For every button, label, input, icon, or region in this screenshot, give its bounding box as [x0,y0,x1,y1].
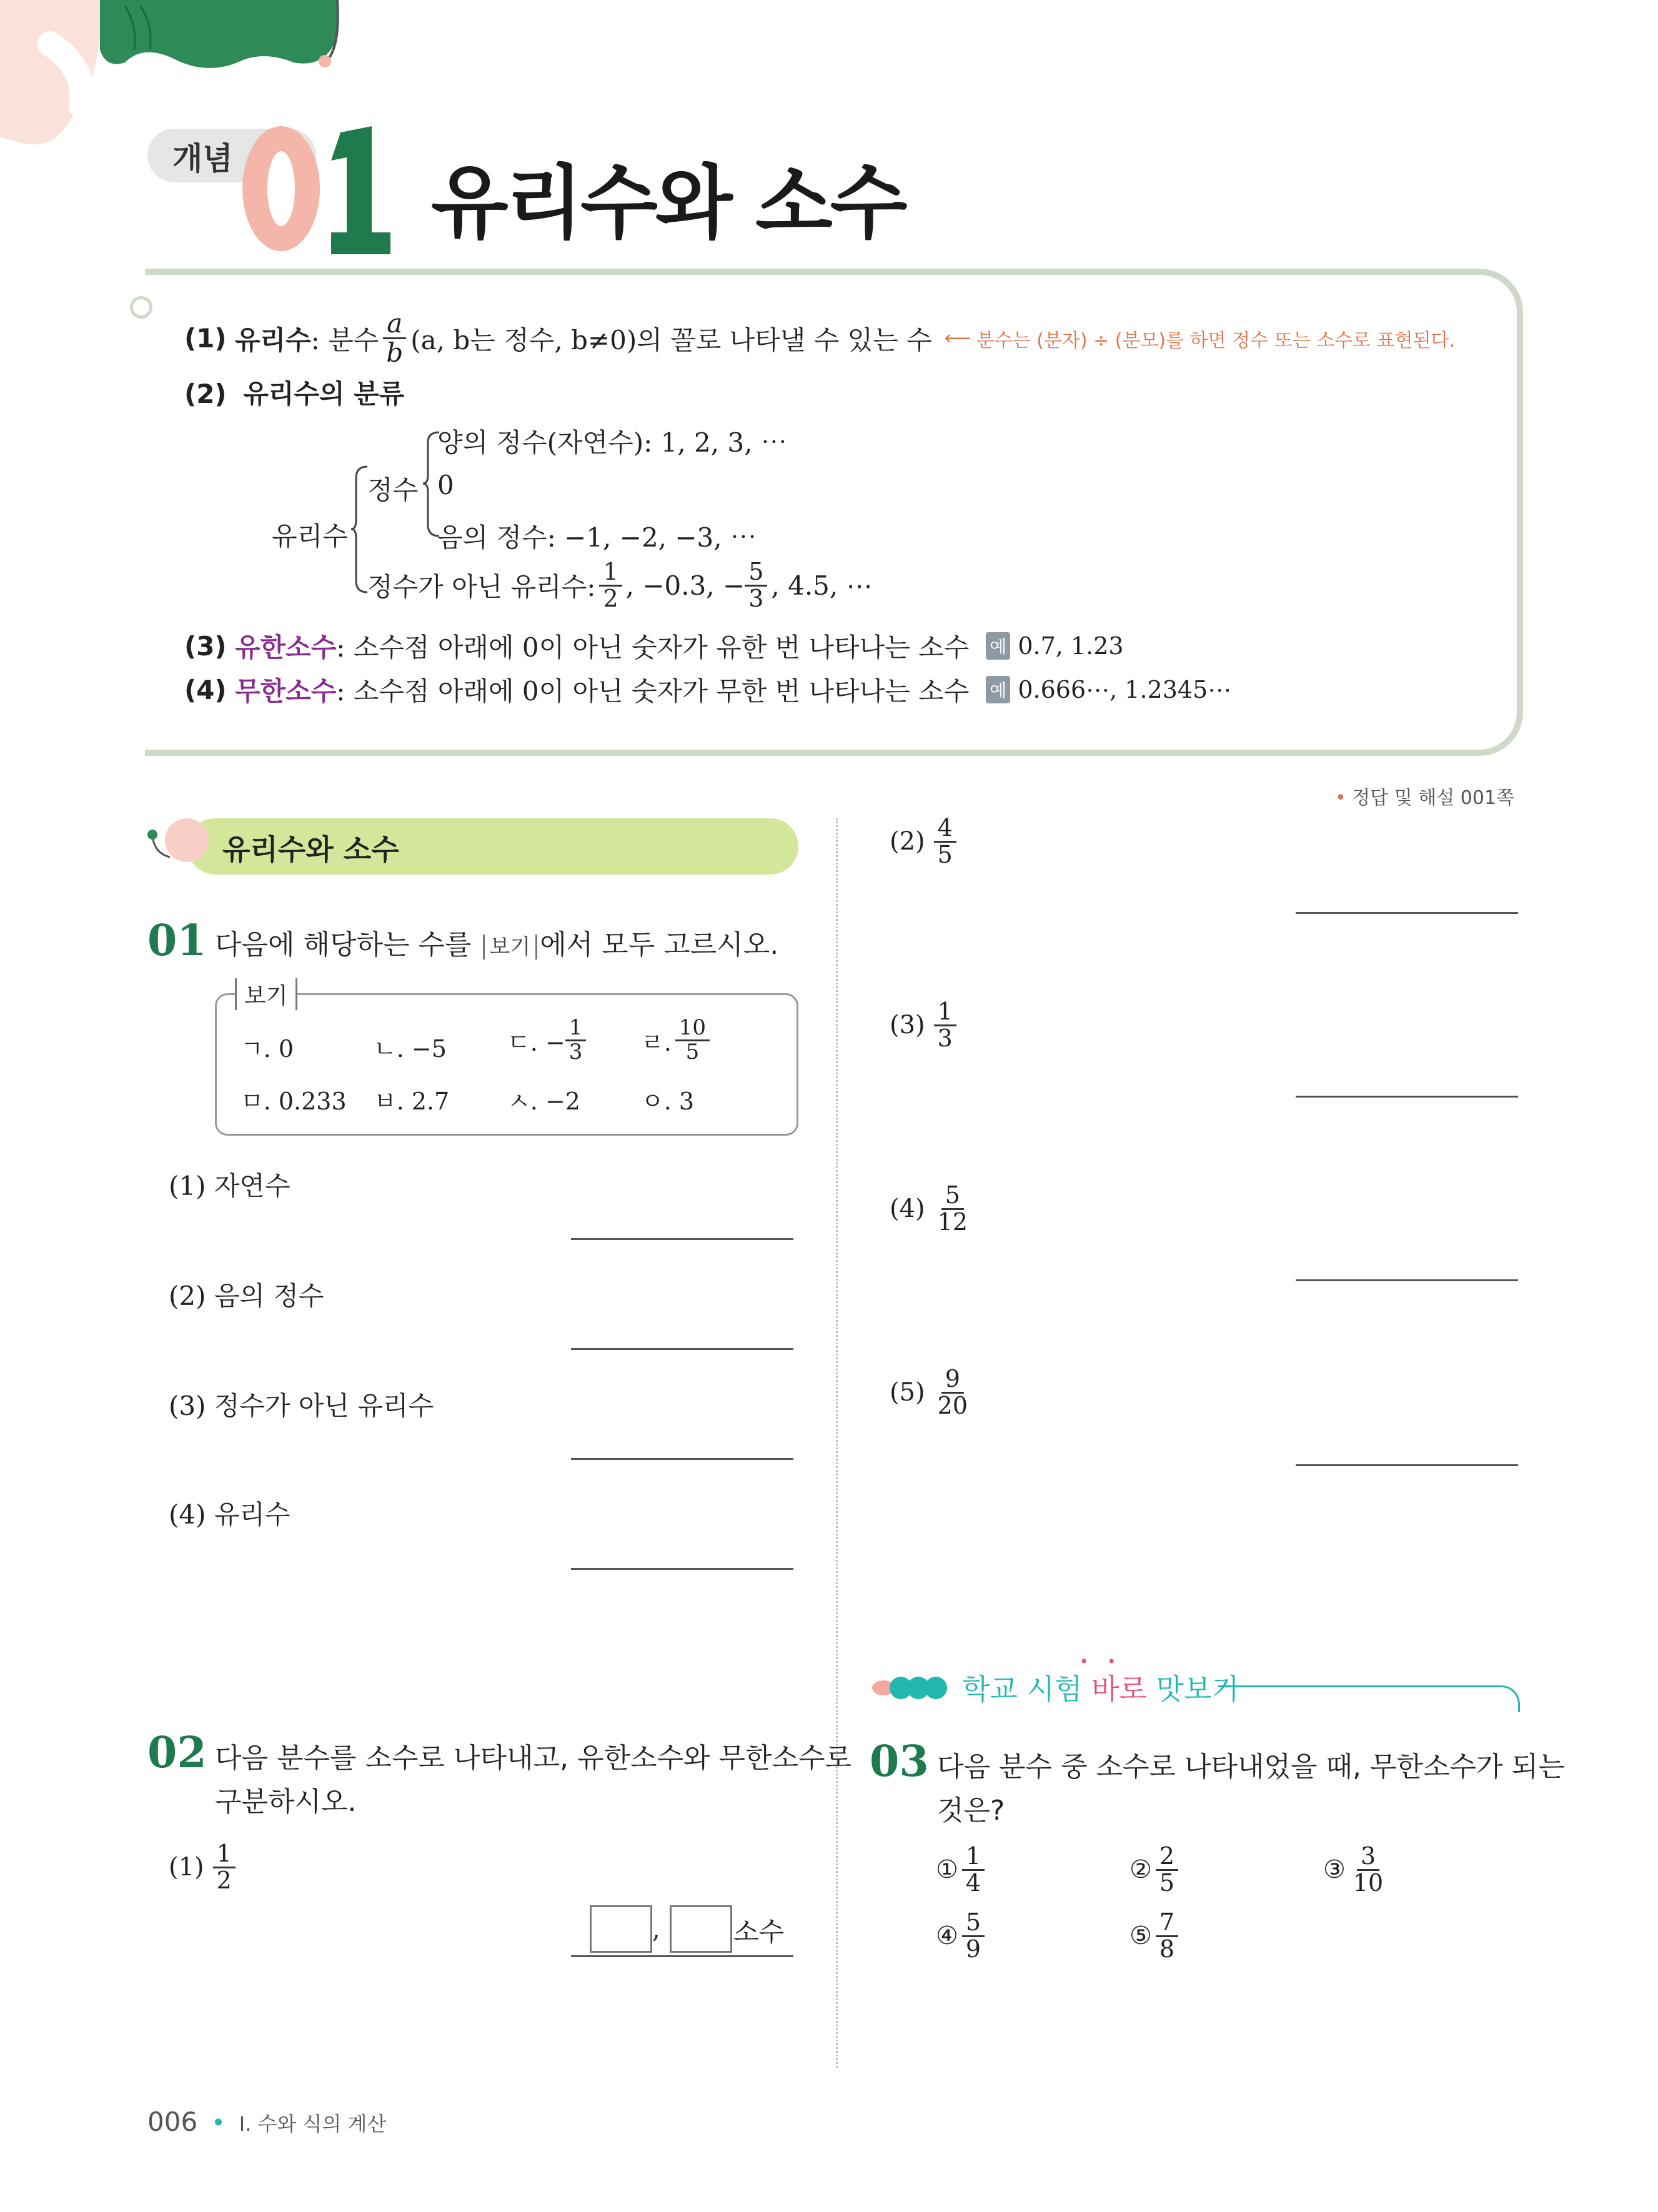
item-number: (1) [184,323,227,354]
exam-banner-curve [1497,1685,1520,1712]
question-02-text-line2: 구분하시오. [215,1786,357,1818]
class-negative: 음의 정수: −1, −2, −3, ⋯ [437,522,757,553]
q02-item-4: (4) $\frac{5}{12}$ [890,1181,968,1236]
concept-number [237,120,400,264]
bogi-e: ㅁ. 0.233 [241,1088,347,1115]
concept-box-dot [130,296,152,319]
page-title: 유리수와 소수 [431,157,905,250]
question-number-02: 02 [147,1728,207,1778]
question-03-text-line1: 다음 분수 중 소수로 나타내었을 때, 무한소수가 되는 [937,1751,1565,1783]
q02-item-1: (1) $\frac{1}{2}$ [169,1842,239,1893]
choice-3[interactable]: ③ $\frac{3}{10}$ [1323,1842,1384,1897]
class-non-integer: 정수가 아닌 유리수: $\frac{1}{2}$ , −0.3, − $\frac{5}{3}$ , 4.5, ⋯ [367,558,873,612]
bogi-a: ㄱ. 0 [241,1035,294,1063]
answer-line[interactable] [571,1238,793,1240]
example-badge: 예 [986,632,1010,660]
concept-item-infinite: (4) 무한소수 : 소수점 아래에 0이 아닌 숫자가 무한 번 나타나는 소수 예 0.666⋯, 1.2345⋯ [184,674,1232,707]
question-02-text-line1: 다음 분수를 소수로 나타내고, 유한소수와 무한소수로 [215,1742,852,1774]
exam-banner-line [1218,1685,1499,1687]
q02-item-2: (2) $\frac{4}{5}$ [890,816,960,868]
page-number: 006 [147,2106,198,2137]
concept-item-classification: (2) 유리수의 분류 [184,379,405,409]
question-03-text-line2: 것은? [937,1795,1005,1827]
answer-box[interactable] [670,1905,732,1953]
q01-sub-2: (2) 음의 정수 [169,1281,324,1311]
decimal-suffix: 소수 [733,1917,785,1947]
choice-4[interactable]: ④ $\frac{5}{9}$ [936,1910,988,1962]
choice-1[interactable]: ① $\frac{1}{4}$ [936,1844,988,1896]
chapter-title: Ⅰ. 수와 식의 계산 [239,2112,387,2136]
bogi-h: ㅇ. 3 [641,1088,695,1115]
q02-item-3: (3) $\frac{1}{3}$ [890,999,960,1051]
brace-outer [350,465,369,593]
bogi-c: ㄷ. − $\frac{1}{3}$ [507,1017,590,1063]
concept-item-rational [184,310,1455,367]
question-number-01: 01 [147,916,207,966]
answer-line[interactable] [571,1955,793,1957]
fraction-a-over-b: $\frac{a}{b}$ [382,310,407,367]
choice-5[interactable]: ⑤ $\frac{7}{8}$ [1129,1910,1182,1962]
bogi-d: ㄹ. $\frac{10}{5}$ [641,1017,713,1063]
bogi-f: ㅂ. 2.7 [374,1088,450,1115]
q01-sub-3: (3) 정수가 아닌 유리수 [169,1391,434,1421]
bogi-g: ㅅ. −2 [507,1088,580,1115]
exam-banner-dots-icon [868,1668,956,1705]
section-title: 유리수와 소수 [222,833,399,866]
section-dot-icon [145,828,182,866]
q01-sub-1: (1) 자연수 [169,1171,290,1201]
bogi-b: ㄴ. −5 [374,1035,447,1063]
class-integer: 정수 [367,475,419,505]
answer-line[interactable] [1296,1096,1518,1098]
item-note: 분수는 (분자) ÷ (분모)를 하면 정수 또는 소수로 표현된다. [976,329,1456,352]
bogi-title: 보기 [235,978,297,1010]
answer-line[interactable] [571,1348,793,1350]
item-pre: : 분수 [310,324,379,355]
answer-line[interactable] [1296,912,1518,914]
answer-line[interactable] [1296,1279,1518,1281]
footer [147,2106,386,2137]
footer-dot-icon: • [211,2109,226,2136]
item-term: 유리수 [234,324,311,355]
column-divider [836,818,838,2068]
answer-line[interactable] [1296,1464,1518,1466]
question-01-text: 다음에 해당하는 수를 보기 에서 모두 고르시오. [215,929,779,961]
example-badge: 예 [986,676,1010,703]
concept-label: 개념 [172,141,233,177]
bogi-tag: 보기 [483,935,538,960]
item-condition: (a, b는 정수, b≠0)의 꼴로 나타낼 수 있는 수 [410,324,932,355]
class-zero: 0 [437,470,454,500]
class-positive: 양의 정수(자연수): 1, 2, 3, ⋯ [437,427,787,458]
choice-2[interactable]: ② $\frac{2}{5}$ [1129,1844,1182,1896]
class-root: 유리수 [272,521,348,552]
q02-item-5: (5) $\frac{9}{20}$ [890,1365,968,1419]
exam-banner-dots: •• [1080,1653,1135,1670]
concept-item-finite: (3) 유한소수 : 소수점 아래에 0이 아닌 숫자가 유한 번 나타나는 소수 예 0.7, 1.23 [184,630,1124,663]
arrow-left-icon: ⟵ [944,327,971,350]
question-number-03: 03 [870,1737,929,1787]
exam-banner-title: 학교 시험 바로 맛보기 [962,1672,1239,1706]
answer-box[interactable] [590,1905,652,1953]
answer-reference: • 정답 및 해설 001쪽 [1335,787,1514,809]
q01-sub-4: (4) 유리수 [169,1499,290,1530]
answer-line[interactable] [571,1458,793,1460]
comma-text: , [652,1915,660,1944]
answer-line[interactable] [571,1568,793,1570]
